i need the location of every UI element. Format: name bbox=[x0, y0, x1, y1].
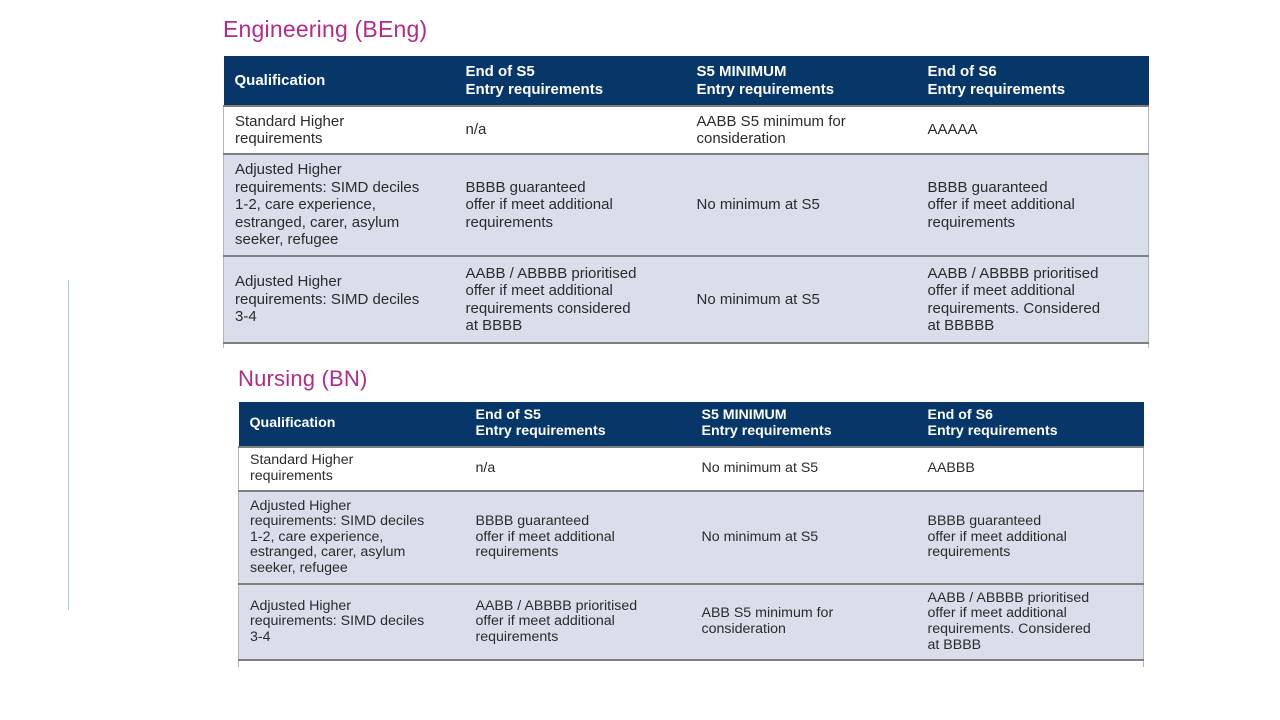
header-s5-minimum: S5 MINIMUM Entry requirements bbox=[691, 402, 917, 447]
table-header-row bbox=[224, 56, 1149, 106]
cell-end-of-s6: BBBB guaranteed offer if meet additional requirements bbox=[917, 491, 1144, 584]
header-end-of-s6: End of S6 Entry requirements bbox=[917, 402, 1144, 447]
slide-accent-line bbox=[68, 280, 69, 610]
cell-s5-minimum: No minimum at S5 bbox=[686, 154, 917, 256]
table-cutoff-row bbox=[224, 343, 1149, 348]
table-row bbox=[239, 447, 1144, 491]
cutoff-cell bbox=[917, 343, 1149, 348]
cell-s5-minimum: ABB S5 minimum for consideration bbox=[691, 584, 917, 660]
table-row bbox=[239, 491, 1144, 584]
table-row bbox=[224, 154, 1149, 256]
cell-s5-minimum: No minimum at S5 bbox=[691, 447, 917, 491]
header-end-of-s5: End of S5 Entry requirements bbox=[455, 56, 686, 106]
cell-qualification: Adjusted Higher requirements: SIMD deciles 1-2, care experience, estranged, carer, asylum seeker, refugee bbox=[239, 491, 465, 584]
table-row bbox=[224, 256, 1149, 343]
cell-qualification: Standard Higher requirements bbox=[239, 447, 465, 491]
cutoff-cell bbox=[224, 343, 455, 348]
cutoff-cell bbox=[239, 660, 465, 667]
cutoff-cell bbox=[691, 660, 917, 667]
cell-end-of-s5: AABB / ABBBB prioritised offer if meet additional requirements bbox=[465, 584, 691, 660]
nursing-title: Nursing (BN) bbox=[238, 366, 368, 391]
cutoff-cell bbox=[686, 343, 917, 348]
header-qualification: Qualification bbox=[239, 402, 465, 447]
table-cutoff-row bbox=[239, 660, 1144, 667]
cell-end-of-s5: n/a bbox=[455, 106, 686, 154]
cutoff-cell bbox=[917, 660, 1144, 667]
cell-end-of-s6: AABBB bbox=[917, 447, 1144, 491]
header-end-of-s6: End of S6 Entry requirements bbox=[917, 56, 1149, 106]
cell-qualification: Adjusted Higher requirements: SIMD deciles 3-4 bbox=[239, 584, 465, 660]
nursing-requirements-table bbox=[238, 402, 1144, 667]
header-end-of-s5: End of S5 Entry requirements bbox=[465, 402, 691, 447]
header-qualification: Qualification bbox=[224, 56, 455, 106]
cell-end-of-s6: AAAAA bbox=[917, 106, 1149, 154]
cell-s5-minimum: AABB S5 minimum for consideration bbox=[686, 106, 917, 154]
cell-end-of-s6: AABB / ABBBB prioritised offer if meet additional requirements. Considered at BBBB bbox=[917, 584, 1144, 660]
cell-end-of-s5: n/a bbox=[465, 447, 691, 491]
cell-end-of-s5: AABB / ABBBB prioritised offer if meet additional requirements considered at BBBB bbox=[455, 256, 686, 343]
cell-end-of-s6: AABB / ABBBB prioritised offer if meet additional requirements. Considered at BBBBB bbox=[917, 256, 1149, 343]
cell-qualification: Adjusted Higher requirements: SIMD deciles 1-2, care experience, estranged, carer, asylum seeker, refugee bbox=[224, 154, 455, 256]
header-s5-minimum: S5 MINIMUM Entry requirements bbox=[686, 56, 917, 106]
engineering-requirements-table bbox=[223, 56, 1149, 348]
cell-s5-minimum: No minimum at S5 bbox=[691, 491, 917, 584]
cutoff-cell bbox=[465, 660, 691, 667]
cell-qualification: Adjusted Higher requirements: SIMD deciles 3-4 bbox=[224, 256, 455, 343]
table-row bbox=[239, 584, 1144, 660]
cell-end-of-s5: BBBB guaranteed offer if meet additional requirements bbox=[455, 154, 686, 256]
cell-s5-minimum: No minimum at S5 bbox=[686, 256, 917, 343]
table-header-row bbox=[239, 402, 1144, 447]
cell-end-of-s6: BBBB guaranteed offer if meet additional requirements bbox=[917, 154, 1149, 256]
cutoff-cell bbox=[455, 343, 686, 348]
table-row bbox=[224, 106, 1149, 154]
cell-end-of-s5: BBBB guaranteed offer if meet additional requirements bbox=[465, 491, 691, 584]
engineering-title: Engineering (BEng) bbox=[223, 16, 428, 42]
cell-qualification: Standard Higher requirements bbox=[224, 106, 455, 154]
